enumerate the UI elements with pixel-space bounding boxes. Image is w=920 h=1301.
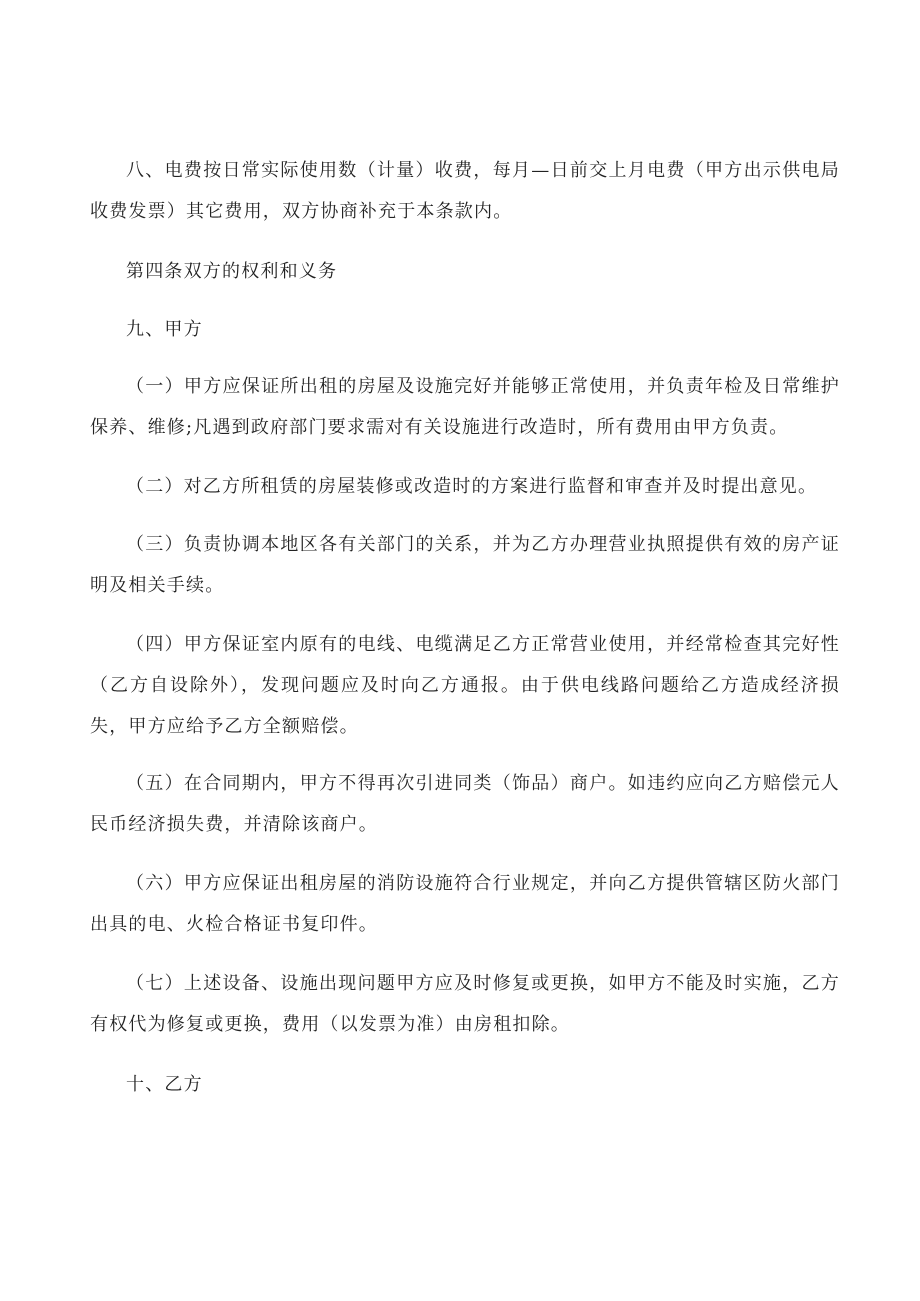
paragraph-party-a-item-5: （五）在合同期内，甲方不得再次引进同类（饰品）商户。如违约应向乙方赔偿元人民币经济损失费，并清除该商户。	[90, 773, 840, 835]
paragraph-party-a-item-4: （四）甲方保证室内原有的电线、电缆满足乙方正常营业使用，并经常检查其完好性（乙方自设除外），发现问题应及时向乙方通报。由于供电线路问题给乙方造成经济损失，甲方应给予乙方全额赔偿。	[90, 634, 840, 737]
heading-party-b: 十、乙方	[126, 1074, 203, 1095]
heading-party-a: 九、甲方	[126, 319, 203, 340]
paragraph-party-a-item-2: （二）对乙方所租赁的房屋装修或改造时的方案进行监督和审查并及时提出意见。	[126, 476, 818, 497]
paragraph-party-a-item-7: （七）上述设备、设施出现问题甲方应及时修复或更换，如甲方不能及时实施，乙方有权代为修复或更换，费用（以发票为准）由房租扣除。	[90, 973, 840, 1035]
paragraph-electricity-fee: 八、电费按日常实际使用数（计量）收费，每月—日前交上月电费（甲方出示供电局收费发票）其它费用，双方协商补充于本条款内。	[90, 160, 840, 222]
paragraph-party-a-item-3: （三）负责协调本地区各有关部门的关系，并为乙方办理营业执照提供有效的房产证明及相关手续。	[90, 534, 840, 596]
paragraph-party-a-item-6: （六）甲方应保证出租房屋的消防设施符合行业规定，并向乙方提供管辖区防火部门出具的电、火检合格证书复印件。	[90, 873, 840, 935]
heading-article-four: 第四条双方的权利和义务	[126, 261, 338, 282]
paragraph-party-a-item-1: （一）甲方应保证所出租的房屋及设施完好并能够正常使用，并负责年检及日常维护保养、维修;凡遇到政府部门要求需对有关设施进行改造时，所有费用由甲方负责。	[90, 376, 840, 438]
